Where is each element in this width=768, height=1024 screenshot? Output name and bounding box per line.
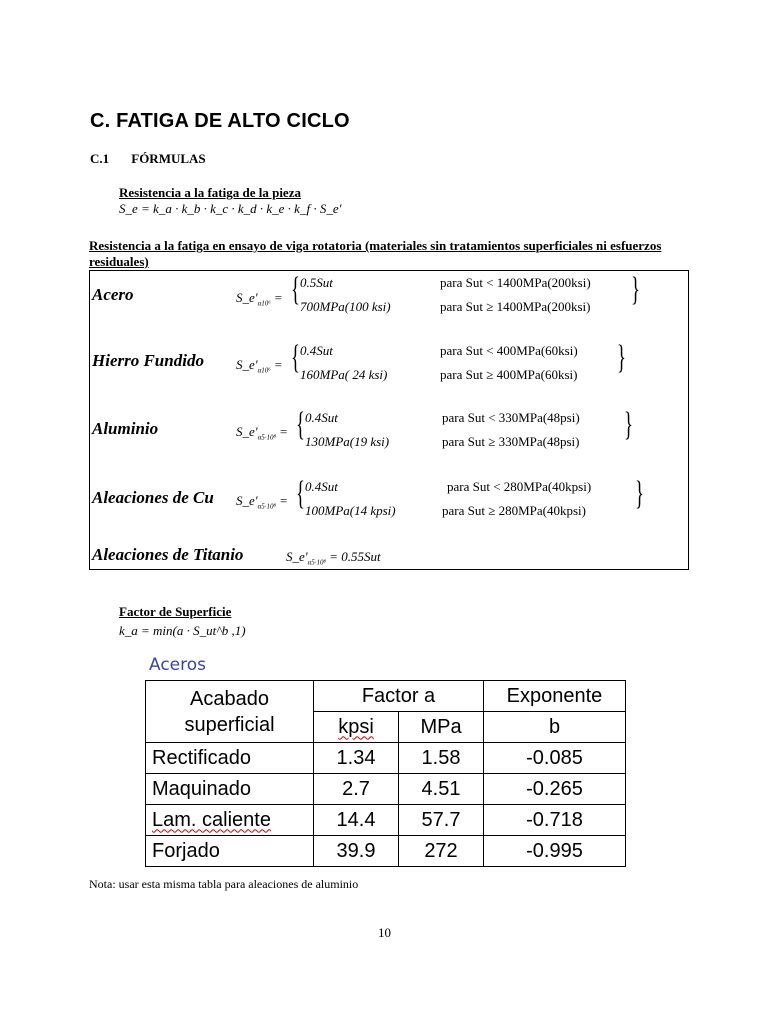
material-name: Aleaciones de Cu [92,488,214,507]
left-brace: { [291,271,300,308]
cell-kpsi: 14.4 [314,805,399,836]
resistencia-pieza-formula [119,201,341,217]
case-condition: para Sut < 280MPa(40kpsi) [447,479,592,494]
lhs-text: S_e' [236,357,258,372]
case-condition: para Sut < 330MPa(48psi) [442,410,580,425]
single-value: = 0.55Sut [329,549,381,564]
material-name: Aleaciones de Titanio [92,545,244,564]
header-acabado: Acabado superficial [146,681,314,743]
lhs-sub: α10⁶ [257,299,271,308]
cell-kpsi: 2.7 [314,774,399,805]
lhs-sub: α5·10⁸ [307,558,326,567]
case-condition: para Sut ≥ 330MPa(48psi) [442,434,580,449]
case-value-text: 130MPa(19 ksi) [305,434,390,449]
case-value [300,299,391,315]
header-b: b [484,712,626,743]
table-row [146,836,626,867]
cell-b: -0.265 [484,774,626,805]
material-name: Aluminio [92,419,159,438]
table-note: Nota: usar esta misma tabla para aleaciones de aluminio [89,877,359,891]
material-name: Acero [92,285,134,304]
resistencia-pieza-title: Resistencia a la fatiga de la pieza [119,185,301,200]
case-value-text: 160MPa( 24 ksi) [300,367,388,382]
left-brace: { [296,475,305,512]
lhs-symbol: $S\_e'_{\alpha 10^6}$ = [236,357,283,375]
lhs-symbol: $S\_e'_{\alpha 5\cdot 10^8}$ = [236,424,288,442]
case-value-text: 100MPa(14 kpsi) [305,503,396,518]
case-value [305,410,338,426]
section-title: FÓRMULAS [131,151,206,166]
table-row [146,743,626,774]
cell-kpsi: 39.9 [314,836,399,867]
formula-text: k_a = min(a · S_ut^b ,1) [119,623,246,638]
header-exponente: Exponente [484,681,626,712]
fatigue-formulas-box [89,270,689,570]
formula-text: S_e = k_a · k_b · k_c · k_d · k_e · k_f · S_e' [119,201,342,216]
lhs-text: S_e' [286,549,308,564]
page-number: 10 [378,925,391,940]
table-row [146,805,626,836]
case-value [300,367,387,383]
case-value-text: 0.4Sut [300,343,333,358]
acabado-text: Lam. caliente [152,808,271,831]
case-condition: para Sut ≥ 280MPa(40kpsi) [442,503,586,518]
case-condition: para Sut < 400MPa(60ksi) [440,343,578,358]
left-brace: { [296,406,305,443]
lhs-text: S_e' [236,290,258,305]
case-value [300,343,333,359]
table-row [146,774,626,805]
right-brace: } [635,475,644,512]
cell-mpa: 272 [399,836,484,867]
cell-mpa: 4.51 [399,774,484,805]
section-number: C.1 [90,151,110,166]
lhs-sub: α5·10⁸ [257,502,276,511]
lhs-sub: α5·10⁸ [257,433,276,442]
table-caption: Aceros [149,655,207,675]
right-brace: } [631,271,640,308]
case-value-text: 700MPa(100 ksi) [300,299,391,314]
case-value-text: 0.4Sut [305,479,338,494]
cell-b: -0.718 [484,805,626,836]
lhs-sub: α10⁶ [257,366,271,375]
right-brace: } [617,339,626,376]
cell-acabado [146,805,314,836]
ensayo-title: Resistencia a la fatiga en ensayo de viga rotatoria (materiales sin tratamientos superficiales ni esfuerzos residuales) [89,238,662,269]
factor-superficie-formula [119,623,246,639]
cell-acabado: Maquinado [146,774,314,805]
header-kpsi [314,712,399,743]
section-heading [90,151,206,167]
lhs-symbol: $S\_e'_{\alpha 10^6}$ = [236,290,283,308]
lhs-text: S_e' [236,493,258,508]
kpsi-label: kpsi [338,715,374,738]
cell-acabado: Forjado [146,836,314,867]
surface-factor-table [145,680,626,867]
right-brace: } [624,406,633,443]
case-value [305,434,389,450]
factor-superficie-title: Factor de Superficie [119,604,232,619]
lhs-text: S_e' [236,424,258,439]
case-value [300,275,333,291]
cell-b: -0.995 [484,836,626,867]
case-value-text: 0.4Sut [305,410,338,425]
material-name: Hierro Fundido [92,351,204,370]
cell-b: -0.085 [484,743,626,774]
cell-acabado: Rectificado [146,743,314,774]
lhs-symbol [286,549,381,567]
header-mpa: MPa [399,712,484,743]
lhs-symbol: $S\_e'_{\alpha 5\cdot 10^8}$ = [236,493,288,511]
chapter-heading: C. FATIGA DE ALTO CICLO [90,110,350,132]
case-value-text: 0.5Sut [300,275,333,290]
cell-mpa: 1.58 [399,743,484,774]
case-value [305,479,338,495]
case-condition: para Sut ≥ 400MPa(60ksi) [440,367,578,382]
left-brace: { [291,339,300,376]
case-value [305,503,396,519]
case-condition: para Sut ≥ 1400MPa(200ksi) [440,299,591,314]
cell-kpsi: 1.34 [314,743,399,774]
header-factor: Factor a [314,681,484,712]
case-condition: para Sut < 1400MPa(200ksi) [440,275,591,290]
cell-mpa: 57.7 [399,805,484,836]
